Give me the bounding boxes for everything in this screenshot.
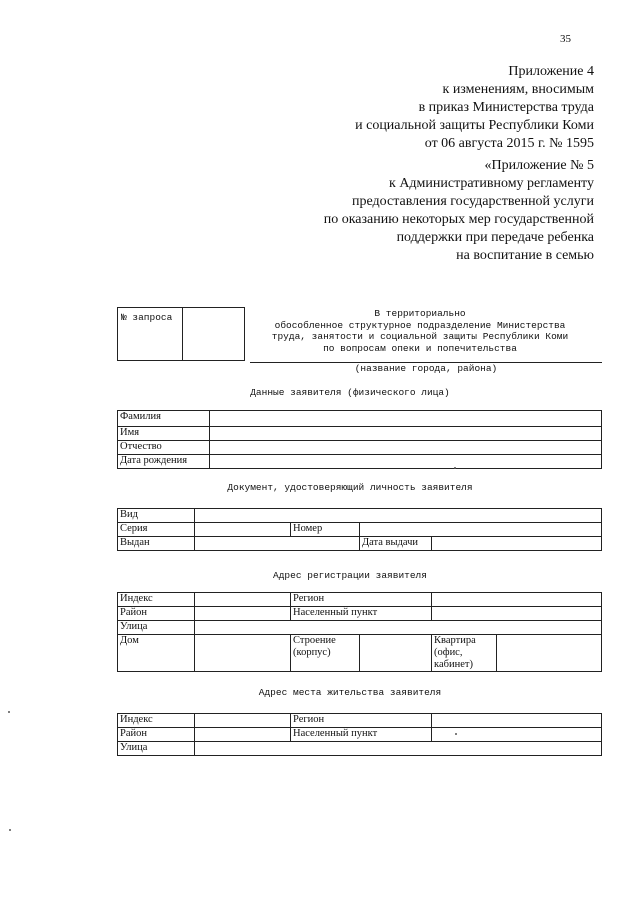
registration-table (117, 592, 602, 672)
applicant-section-title: Данные заявителя (физического лица) (250, 387, 450, 398)
header-line: на воспитание в семью (456, 248, 594, 263)
scan-speck (8, 711, 10, 713)
scan-speck (455, 733, 457, 735)
request-number-box (117, 307, 245, 361)
header-line: от 06 августа 2015 г. № 1595 (424, 136, 594, 151)
patronymic-field[interactable] (210, 441, 602, 455)
reg-locality-field[interactable] (432, 607, 602, 621)
res-street-field[interactable] (195, 742, 602, 756)
city-district-caption: (название города, района) (354, 363, 498, 374)
doc-number-field[interactable] (360, 523, 602, 537)
surname-field[interactable] (210, 411, 602, 427)
res-region-field[interactable] (432, 714, 602, 728)
appendix-header (355, 63, 594, 153)
res-locality-field[interactable] (432, 728, 602, 742)
doc-number-label: Номер (291, 523, 360, 537)
header-line: к Административному регламенту (389, 176, 594, 191)
header-line: Приложение 4 (508, 64, 594, 79)
doc-issue-date-label: Дата выдачи (360, 537, 432, 550)
reg-locality-label: Населенный пункт (291, 607, 432, 621)
res-district-label: Район (118, 728, 195, 742)
applicant-table (117, 410, 602, 469)
addressee-line: В территориально (374, 308, 466, 319)
res-index-label: Индекс (118, 714, 195, 728)
reg-district-label: Район (118, 607, 195, 621)
doc-issued-field[interactable] (195, 537, 360, 551)
header-line: к изменениям, вносимым (442, 82, 594, 97)
document-table (117, 508, 602, 551)
residence-table (117, 713, 602, 756)
reg-index-field[interactable] (195, 593, 291, 607)
scan-speck (9, 829, 11, 831)
header-line: предоставления государственной услуги (352, 194, 594, 209)
reg-district-field[interactable] (195, 607, 291, 621)
reg-apartment-label: Квартира (офис, кабинет) (432, 635, 497, 672)
addressee-line: обособленное структурное подразделение Министерства (274, 319, 566, 331)
doc-type-field[interactable] (195, 509, 602, 523)
reg-street-label: Улица (118, 621, 195, 635)
header-line: и социальной защиты Республики Коми (355, 118, 594, 133)
header-line: «Приложение № 5 (484, 158, 594, 173)
header-line: поддержки при передаче ребенка (396, 230, 594, 245)
doc-issued-label: Выдан (118, 537, 195, 551)
reg-apartment-field[interactable] (497, 635, 602, 672)
header-line: в приказ Министерства труда (418, 100, 594, 115)
res-street-label: Улица (118, 742, 195, 756)
reg-index-label: Индекс (118, 593, 195, 607)
addressee-line: труда, занятости и социальной защиты Республики Коми (271, 331, 569, 342)
page-number: 35 (560, 33, 571, 45)
addressee-block (250, 308, 590, 354)
reg-house-label: Дом (118, 635, 195, 672)
first-name-label: Имя (118, 427, 210, 441)
first-name-field[interactable] (210, 427, 602, 441)
reg-house-field[interactable] (195, 635, 291, 672)
res-locality-label: Населенный пункт (291, 728, 432, 742)
doc-type-label: Вид (118, 509, 195, 523)
res-index-field[interactable] (195, 714, 291, 728)
birth-date-field[interactable] (210, 455, 602, 469)
reg-building-field[interactable] (360, 635, 432, 672)
residence-section-title: Адрес места жительства заявителя (258, 687, 442, 698)
surname-label: Фамилия (118, 411, 210, 427)
res-region-label: Регион (291, 714, 432, 728)
registration-section-title: Адрес регистрации заявителя (273, 570, 427, 581)
reg-building-label: Строение (корпус) (291, 635, 360, 672)
doc-series-field[interactable] (195, 523, 291, 537)
patronymic-label: Отчество (118, 441, 210, 455)
birth-date-label: Дата рождения (118, 455, 210, 469)
res-district-field[interactable] (195, 728, 291, 742)
reg-region-field[interactable] (432, 593, 602, 607)
scan-speck (454, 467, 456, 469)
reg-region-label: Регион (291, 593, 432, 607)
doc-issue-date-field[interactable] (432, 537, 601, 550)
addressee-line: по вопросам опеки и попечительства (323, 342, 517, 354)
doc-series-label: Серия (118, 523, 195, 537)
regulation-header (324, 157, 594, 265)
reg-street-field[interactable] (195, 621, 602, 635)
request-number-label: № запроса (121, 312, 173, 323)
header-line: по оказанию некоторых мер государственной (323, 212, 594, 227)
document-section-title: Документ, удостоверяющий личность заявителя (227, 482, 473, 493)
request-number-divider (182, 308, 183, 360)
